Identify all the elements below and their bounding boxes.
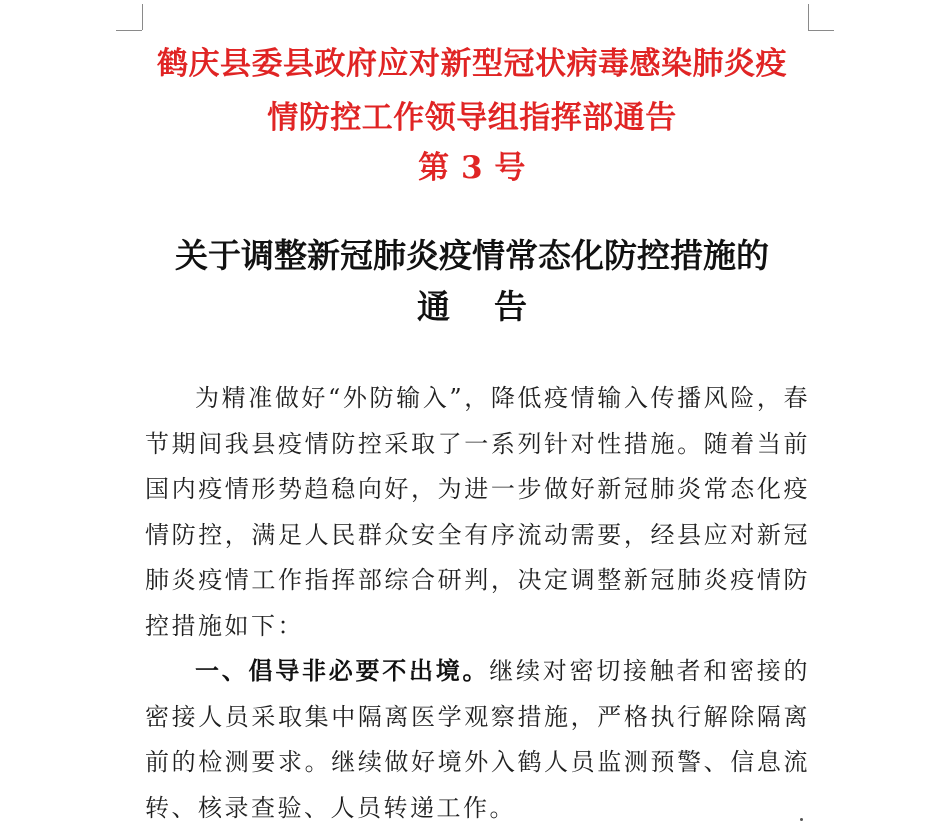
crop-mark-top-left-vertical — [142, 4, 143, 30]
crop-mark-top-right-vertical — [808, 4, 809, 30]
page-speck — [800, 818, 803, 821]
intro-paragraph: 为精准做好“外防输入”，降低疫情输入传播风险，春节期间我县疫情防控采取了一系列针对性措施。随着当前国内疫情形势趋稳向好，为进一步做好新冠肺炎常态化疫情防控，满足人民群众安全有序流动需要，经县应对新冠肺炎疫情工作指挥部综合研判，决定调整新冠肺炎疫情防控措施如下： — [145, 384, 810, 640]
notice-title-line-2: 通告 — [417, 287, 571, 326]
section-1-text: 继续对密切接触者和密接的密接人员采取集中隔离医学观察措施，严格执行解除隔离前的检测要求。继续做好境外入鹤人员监测预警、信息流转、核录查验、人员转递工作。 — [145, 657, 810, 822]
header-title-line-1: 鹤庆县委县政府应对新型冠状病毒感染肺炎疫 — [157, 46, 787, 82]
crop-mark-top-left-horizontal — [116, 30, 142, 31]
crop-mark-top-right-horizontal — [808, 30, 834, 31]
document-number: 第 3 号 — [418, 150, 526, 186]
header-title-line-2: 情防控工作领导组指挥部通告 — [267, 100, 677, 136]
section-1-heading: 一、倡导非必要不出境。 — [195, 657, 490, 685]
notice-title-line-1: 关于调整新冠肺炎疫情常态化防控措施的 — [175, 236, 769, 275]
section-1-paragraph — [145, 649, 810, 831]
document-body — [145, 376, 810, 831]
